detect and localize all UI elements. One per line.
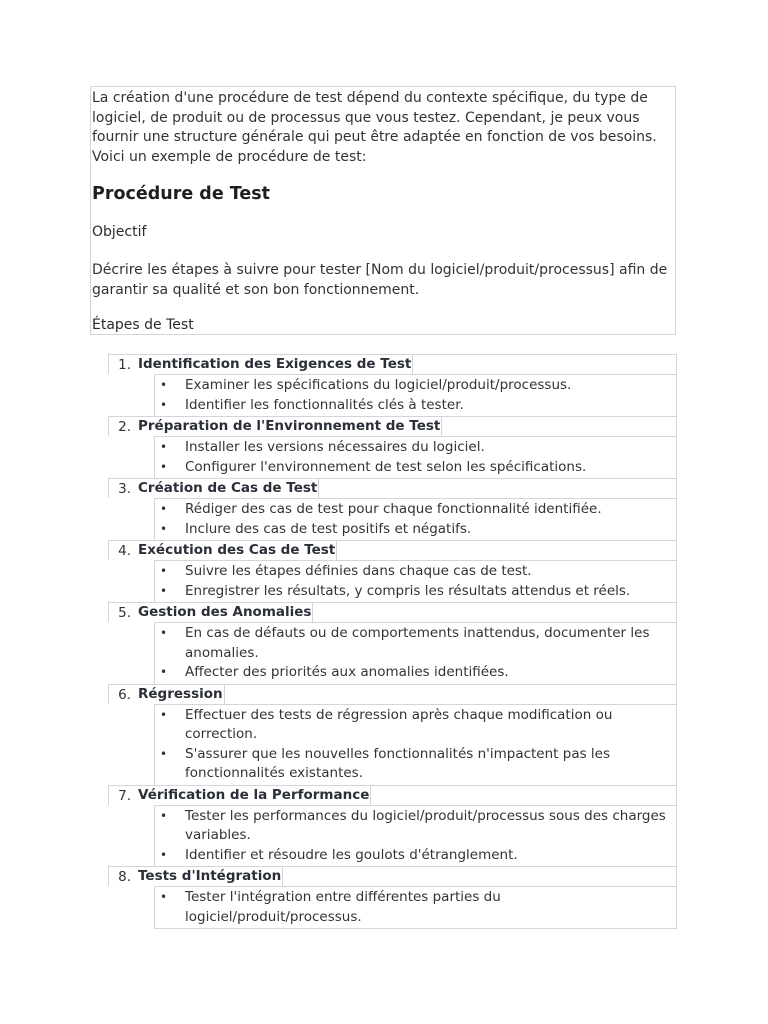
step-title: Vérification de la Performance — [138, 786, 370, 803]
step-bullets — [154, 374, 677, 416]
bullet-item: • Identifier et résoudre les goulots d'étranglement. — [155, 846, 676, 866]
step-title: Régression — [138, 685, 223, 702]
step-item — [108, 684, 677, 704]
steps-heading: Étapes de Test — [92, 317, 194, 333]
bullet-item: • En cas de défauts ou de comportements inattendus, documenter les anomalies. — [155, 624, 676, 663]
intro-section — [90, 86, 676, 335]
bullet-item: • Enregistrer les résultats, y compris les résultats attendus et réels. — [155, 582, 676, 602]
bullet-item: • Suivre les étapes définies dans chaque cas de test. — [155, 562, 676, 582]
step-item — [108, 785, 677, 805]
bullet-item: • Tester les performances du logiciel/produit/processus sous des charges variables. — [155, 807, 676, 846]
step-item — [108, 602, 677, 622]
step-title: Tests d'Intégration — [138, 868, 282, 884]
bullet-item: • Rédiger des cas de test pour chaque fonctionnalité identifiée. — [155, 500, 676, 520]
step-title: Préparation de l'Environnement de Test — [138, 418, 441, 434]
step-number: 5. — [118, 605, 131, 621]
step-number: 1. — [118, 357, 131, 373]
objective-text: Décrire les étapes à suivre pour tester [Nom du logiciel/produit/processus] afin de garantir sa qualité et son bon fonctionnement. — [92, 262, 668, 298]
bullet-item: • Configurer l'environnement de test selon les spécifications. — [155, 458, 676, 478]
steps-bottom-border — [154, 928, 677, 929]
step-number: 8. — [118, 869, 131, 885]
step-number: 6. — [118, 686, 131, 703]
step-bullets — [154, 498, 677, 540]
bullet-item: • Identifier les fonctionnalités clés à tester. — [155, 396, 676, 416]
step-title: Exécution des Cas de Test — [138, 542, 336, 558]
bullet-item: • Affecter des priorités aux anomalies identifiées. — [155, 663, 676, 683]
bullet-item: • Examiner les spécifications du logiciel/produit/processus. — [155, 376, 676, 396]
step-bullets — [154, 704, 677, 785]
step-item — [108, 478, 677, 498]
step-item — [108, 354, 677, 374]
steps-list — [108, 354, 677, 929]
bullet-item: • Tester l'intégration entre différentes parties du logiciel/produit/processus. — [155, 888, 676, 927]
step-item — [108, 416, 677, 436]
step-number: 3. — [118, 481, 131, 497]
page-title: Procédure de Test — [92, 184, 271, 204]
step-title: Gestion des Anomalies — [138, 604, 312, 620]
step-bullets — [154, 436, 677, 478]
objective-heading: Objectif — [92, 224, 147, 240]
step-bullets — [154, 560, 677, 602]
step-title: Identification des Exigences de Test — [138, 356, 412, 372]
step-number: 4. — [118, 543, 131, 559]
step-bullets — [154, 886, 677, 928]
step-number: 7. — [118, 787, 131, 804]
step-bullets — [154, 622, 677, 684]
bullet-item: • Effectuer des tests de régression après chaque modification ou correction. — [155, 706, 676, 745]
step-title: Création de Cas de Test — [138, 480, 318, 496]
step-item — [108, 540, 677, 560]
intro-paragraph: La création d'une procédure de test dépend du contexte spécifique, du type de logiciel, de produit ou de processus que vous testez. Cependant, je peux vous fournir une structure générale qui peut être adaptée en fonction de vos besoins. Voici un exemple de procédure de test: — [92, 90, 657, 165]
bullet-item: • Inclure des cas de test positifs et négatifs. — [155, 520, 676, 540]
step-item — [108, 866, 677, 886]
step-bullets — [154, 805, 677, 867]
step-number: 2. — [118, 419, 131, 435]
bullet-item: • S'assurer que les nouvelles fonctionnalités n'impactent pas les fonctionnalités existantes. — [155, 745, 676, 784]
bullet-item: • Installer les versions nécessaires du logiciel. — [155, 438, 676, 458]
